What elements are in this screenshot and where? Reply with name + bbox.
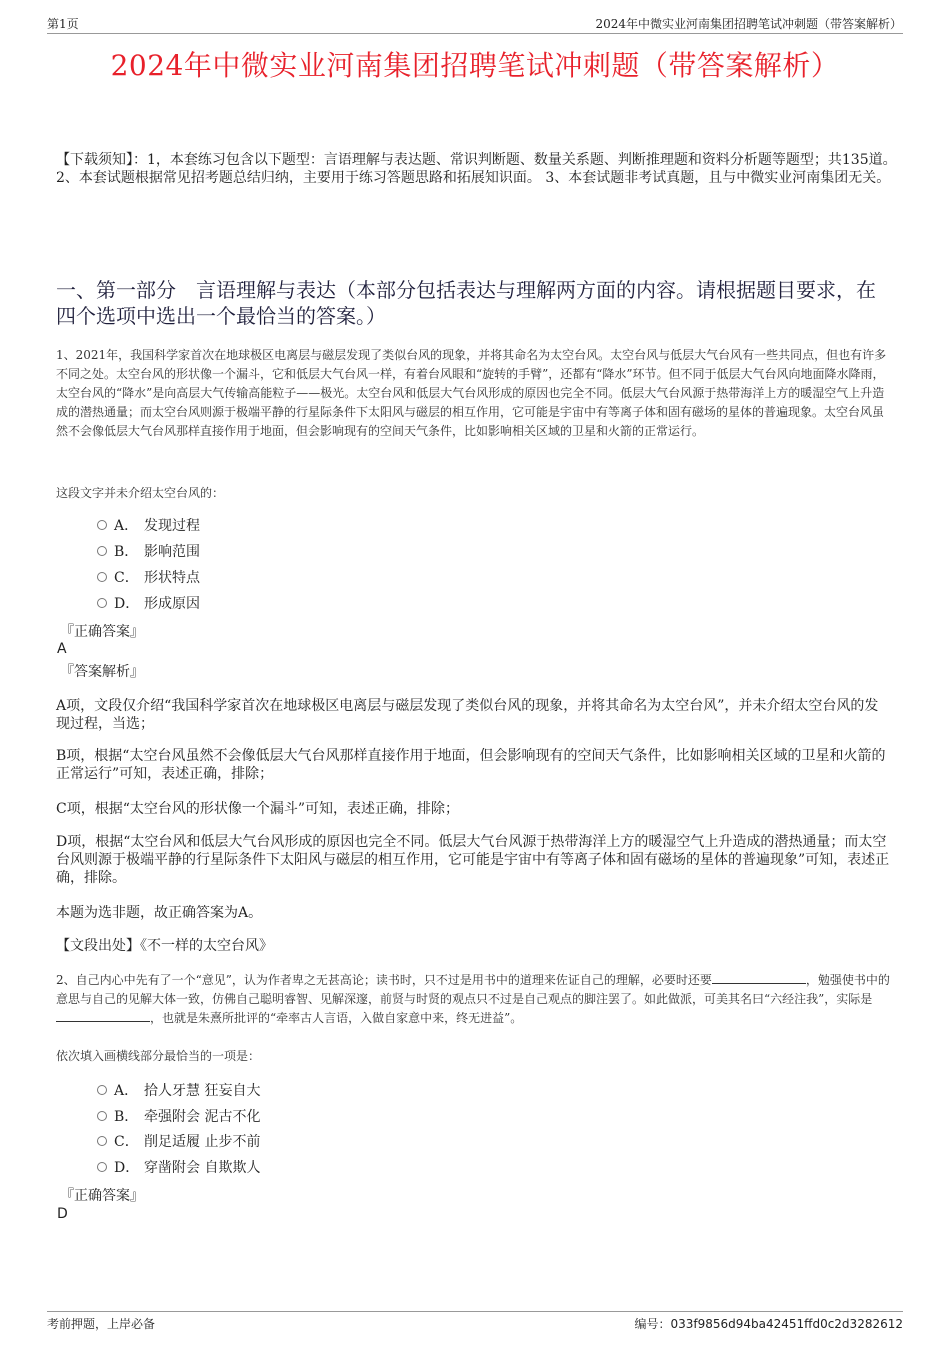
header-page-number: 第1页 [47, 17, 79, 31]
question-2-passage: 2、自己内心中先有了一个“意见”，认为作者卑之无甚高论；读书时，只不过是用书中的道理来佐证自己的理解，必要时还要 ，勉强使书中的意思与自己的见解大体一致，仿佛自己聪明睿智、见解深邃，前贤与时贤的观点只不过是自己观点的脚注罢了。如此做派，可美其名曰“六经注我”，实际是，也就是朱熹所批评的“牵率古人言语，入做自家意中来，终无进益”。 [56, 973, 890, 1025]
analysis-a: A项，文段仅介绍“我国科学家首次在地球极区电离层与磁层发现了类似台风的现象，并将其命名为太空台风”，并未介绍太空台风的发现过程，当选； [56, 698, 879, 732]
question-1-passage: 1、2021年，我国科学家首次在地球极区电离层与磁层发现了类似台风的现象，并将其命名为太空台风。太空台风与低层大气台风有一些共同点，但也有许多不同之处。太空台风的形状像一个漏斗，它和低层大气台风一样，有着台风眼和“旋转的手臂”，还都有“降水”环节。但不同于低层大气台风向地面降水降雨，太空台风的“降水”是向高层大气传输高能粒子——极光。太空台风和低层大气台风形成的原因也完全不同。低层大气台风源于热带海洋上方的暖湿空气上升造成的潜热通量；而太空台风则源于极端平静的行星际条件下太阳风与磁层的相互作用，它可能是宇宙中有等离子体和固有磁场的星体的普遍现象。太空台风虽然不会像低层大气台风那样直接作用于地面，但会影响现有的空间天气条件，比如影响相关区域的卫星和火箭的正常运行。 [56, 348, 887, 438]
analysis-d: D项，根据“太空台风和低层大气台风形成的原因也完全不同。低层大气台风源于热带海洋上方的暖湿空气上升造成的潜热通量；而太空台风则源于极端平静的行星际条件下太阳风与磁层的相互作用，它可能是宇宙中有等离子体和固有磁场的星体的普遍现象”可知，表述正确，排除。 [56, 834, 890, 886]
footer-slogan: 考前押题，上岸必备 [47, 1317, 156, 1331]
radio-icon[interactable] [97, 546, 107, 556]
option-c[interactable]: C． 削足适履 止步不前 [97, 1131, 260, 1151]
section-heading: 一、第一部分 言语理解与表达（本部分包括表达与理解两方面的内容。请根据题目要求，在四个选项中选出一个最恰当的答案。） [56, 278, 876, 328]
radio-icon[interactable] [97, 520, 107, 530]
option-a[interactable]: A． 拾人牙慧 狂妄自大 [97, 1080, 260, 1100]
footer-divider [47, 1311, 903, 1312]
analysis-b: B项，根据“太空台风虽然不会像低层大气台风那样直接作用于地面，但会影响现有的空间天气条件，比如影响相关区域的卫星和火箭的正常运行”可知，表述正确，排除； [56, 748, 886, 782]
option-c[interactable]: C． 形状特点 [97, 567, 200, 587]
answer-value: A [57, 641, 67, 657]
page-title: 2024年中微实业河南集团招聘笔试冲刺题（带答案解析） [110, 49, 840, 82]
fill-blank-1 [712, 973, 806, 984]
footer-doc-code: 编号：033f9856d94ba42451ffd0c2d3282612 [634, 1317, 903, 1331]
option-d[interactable]: D． 形成原因 [97, 593, 200, 613]
radio-icon[interactable] [97, 598, 107, 608]
analysis-conclusion: 本题为选非题，故正确答案为A。 [56, 905, 263, 921]
header-divider [47, 33, 903, 34]
answer-label: 『正确答案』 [60, 624, 144, 640]
radio-icon[interactable] [97, 1162, 107, 1172]
radio-icon[interactable] [97, 1085, 107, 1095]
radio-icon[interactable] [97, 572, 107, 582]
radio-icon[interactable] [97, 1136, 107, 1146]
fill-blank-2 [56, 1011, 150, 1022]
option-d[interactable]: D． 穿凿附会 自欺欺人 [97, 1157, 260, 1177]
analysis-label: 『答案解析』 [60, 664, 144, 680]
option-b[interactable]: B． 牵强附会 泥古不化 [97, 1106, 260, 1126]
answer-label: 『正确答案』 [60, 1188, 144, 1204]
answer-value: D [57, 1206, 68, 1222]
header-doc-title: 2024年中微实业河南集团招聘笔试冲刺题（带答案解析） [595, 17, 902, 31]
analysis-c: C项，根据“太空台风的形状像一个漏斗”可知，表述正确，排除； [56, 801, 460, 817]
question-1-stem: 这段文字并未介绍太空台风的： [56, 486, 225, 500]
question-2-stem: 依次填入画横线部分最恰当的一项是： [56, 1049, 261, 1063]
option-a[interactable]: A． 发现过程 [97, 515, 200, 535]
radio-icon[interactable] [97, 1111, 107, 1121]
option-b[interactable]: B． 影响范围 [97, 541, 200, 561]
passage-source: 【文段出处】《不一样的太空台风》 [56, 938, 273, 954]
download-notice: 【下载须知】：1，本套练习包含以下题型：言语理解与表达题、常识判断题、数量关系题、判断推理题和资料分析题等题型；共135道。 2、本套试题根据常见招考题总结归纳，主要用于练习答题思路和拓展知识面。 3、本套试题非考试真题，且与中微实业河南集团无关。 [56, 152, 897, 186]
